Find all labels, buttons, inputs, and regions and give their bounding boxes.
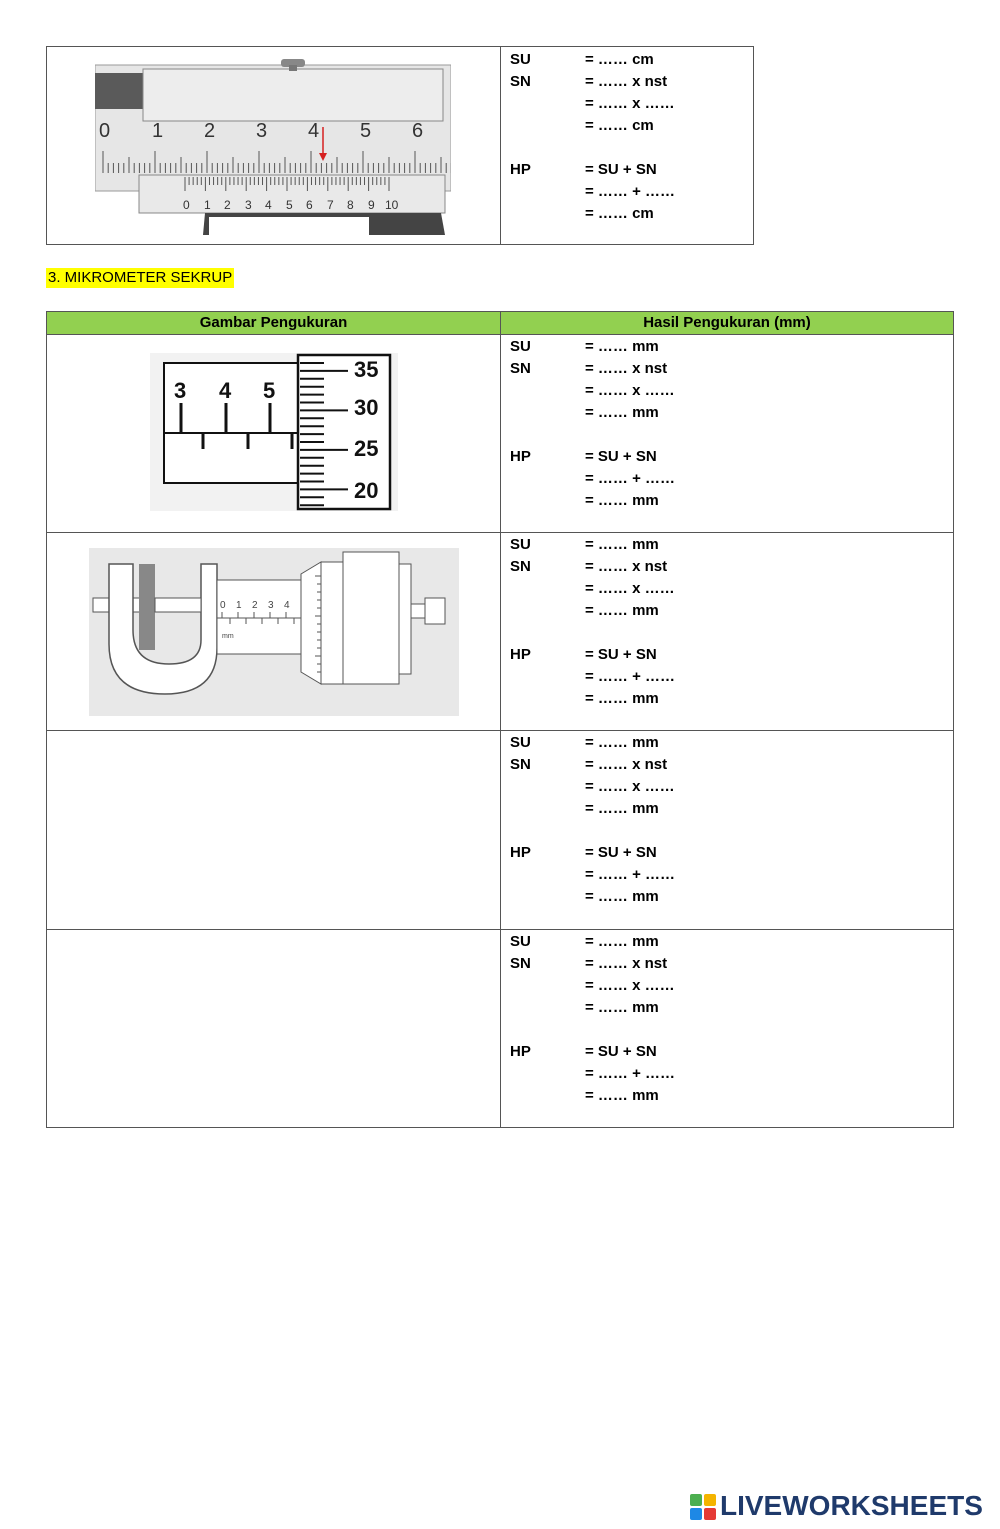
answer-label: SN	[510, 73, 531, 90]
closeup-main-label: 5	[263, 378, 276, 403]
vernier-table	[46, 46, 754, 245]
vc-main-label: 1	[152, 120, 164, 142]
answer-value[interactable]: = …… x nst	[585, 360, 668, 377]
vc-main-label: 5	[360, 120, 372, 142]
vc-main-label: 6	[412, 120, 424, 142]
answer-value[interactable]: = …… + ……	[585, 866, 676, 883]
closeup-thimble-label: 25	[354, 436, 379, 461]
vc-main-label: 2	[204, 120, 216, 142]
vc-main-label: 3	[256, 120, 268, 142]
vc-vernier-label: 10	[385, 198, 399, 212]
full-main-label: 4	[284, 600, 290, 611]
answer-label: SU	[510, 933, 531, 950]
answer-label: SN	[510, 558, 531, 575]
vc-main-label: 4	[308, 120, 320, 142]
closeup-thimble-label: 30	[354, 395, 379, 420]
answer-value[interactable]: = …… mm	[585, 933, 659, 950]
answer-value[interactable]: = …… x nst	[585, 73, 668, 90]
answer-label: HP	[510, 161, 531, 178]
full-main-label: 0	[220, 600, 226, 611]
full-main-label: 2	[252, 600, 258, 611]
vc-vernier-label: 4	[265, 198, 272, 212]
answer-value: = SU + SN	[585, 1043, 657, 1060]
answer-value[interactable]: = …… x nst	[585, 955, 668, 972]
answer-value[interactable]: = …… mm	[585, 690, 659, 707]
answer-label: SN	[510, 360, 531, 377]
answer-value[interactable]: = …… mm	[585, 888, 659, 905]
answer-value[interactable]: = …… mm	[585, 602, 659, 619]
answer-label: SU	[510, 734, 531, 751]
closeup-main-label: 4	[219, 378, 232, 403]
micrometer-table	[46, 311, 954, 1128]
liveworksheets-logo-icon	[690, 1494, 716, 1520]
closeup-thimble-label: 35	[354, 357, 379, 382]
answer-value: = SU + SN	[585, 844, 657, 861]
answer-value[interactable]: = …… x ……	[585, 977, 675, 994]
micrometer-full-image	[89, 548, 459, 716]
section-title: 3. MIKROMETER SEKRUP	[48, 269, 233, 286]
answer-value[interactable]: = …… + ……	[585, 1065, 676, 1082]
answer-value[interactable]: = …… x ……	[585, 580, 675, 597]
vc-vernier-label: 2	[224, 198, 231, 212]
answer-value[interactable]: = …… x ……	[585, 382, 675, 399]
answer-value[interactable]: = …… mm	[585, 1087, 659, 1104]
answer-value[interactable]: = …… mm	[585, 999, 659, 1016]
answer-label: HP	[510, 844, 531, 861]
answer-label: HP	[510, 1043, 531, 1060]
vc-vernier-label: 7	[327, 198, 334, 212]
answer-value[interactable]: = …… mm	[585, 404, 659, 421]
answer-value[interactable]: = …… cm	[585, 205, 654, 222]
answer-value[interactable]: = …… x nst	[585, 756, 668, 773]
closeup-thimble-label: 20	[354, 478, 379, 503]
answer-value: = SU + SN	[585, 646, 657, 663]
vernier-caliper-image	[95, 55, 451, 235]
answer-value[interactable]: = …… mm	[585, 338, 659, 355]
vc-vernier-label: 5	[286, 198, 293, 212]
micrometer-closeup-image	[150, 353, 398, 511]
full-main-label: 3	[268, 600, 274, 611]
vc-vernier-label: 6	[306, 198, 313, 212]
answer-value[interactable]: = …… cm	[585, 51, 654, 68]
answer-value: = SU + SN	[585, 448, 657, 465]
answer-value[interactable]: = …… x ……	[585, 778, 675, 795]
answer-value[interactable]: = …… mm	[585, 800, 659, 817]
answer-value[interactable]: = …… + ……	[585, 668, 676, 685]
answer-value[interactable]: = …… cm	[585, 117, 654, 134]
answer-label: SU	[510, 536, 531, 553]
answer-value[interactable]: = …… mm	[585, 536, 659, 553]
answer-label: HP	[510, 448, 531, 465]
vc-vernier-label: 0	[183, 198, 190, 212]
closeup-main-label: 3	[174, 378, 187, 403]
logo-text: LIVEWORKSHEETS	[720, 1490, 983, 1521]
answer-value: = SU + SN	[585, 161, 657, 178]
answer-value[interactable]: = …… mm	[585, 734, 659, 751]
answer-value[interactable]: = …… x ……	[585, 95, 675, 112]
answer-label: SN	[510, 756, 531, 773]
answer-label: SU	[510, 51, 531, 68]
full-main-label: 1	[236, 600, 242, 611]
answer-label: HP	[510, 646, 531, 663]
vc-vernier-label: 1	[204, 198, 211, 212]
answer-label: SN	[510, 955, 531, 972]
vc-vernier-label: 8	[347, 198, 354, 212]
vc-vernier-label: 9	[368, 198, 375, 212]
answer-label: SU	[510, 338, 531, 355]
answer-value[interactable]: = …… + ……	[585, 183, 676, 200]
full-unit-label: mm	[222, 633, 234, 640]
answer-value[interactable]: = …… x nst	[585, 558, 668, 575]
answer-value[interactable]: = …… + ……	[585, 470, 676, 487]
header-result-column: Hasil Pengukuran (mm)	[501, 312, 953, 334]
header-image-column: Gambar Pengukuran	[47, 312, 500, 334]
vc-main-label: 0	[99, 120, 111, 142]
answer-value[interactable]: = …… mm	[585, 492, 659, 509]
liveworksheets-logo	[690, 1488, 990, 1524]
vc-vernier-label: 3	[245, 198, 252, 212]
